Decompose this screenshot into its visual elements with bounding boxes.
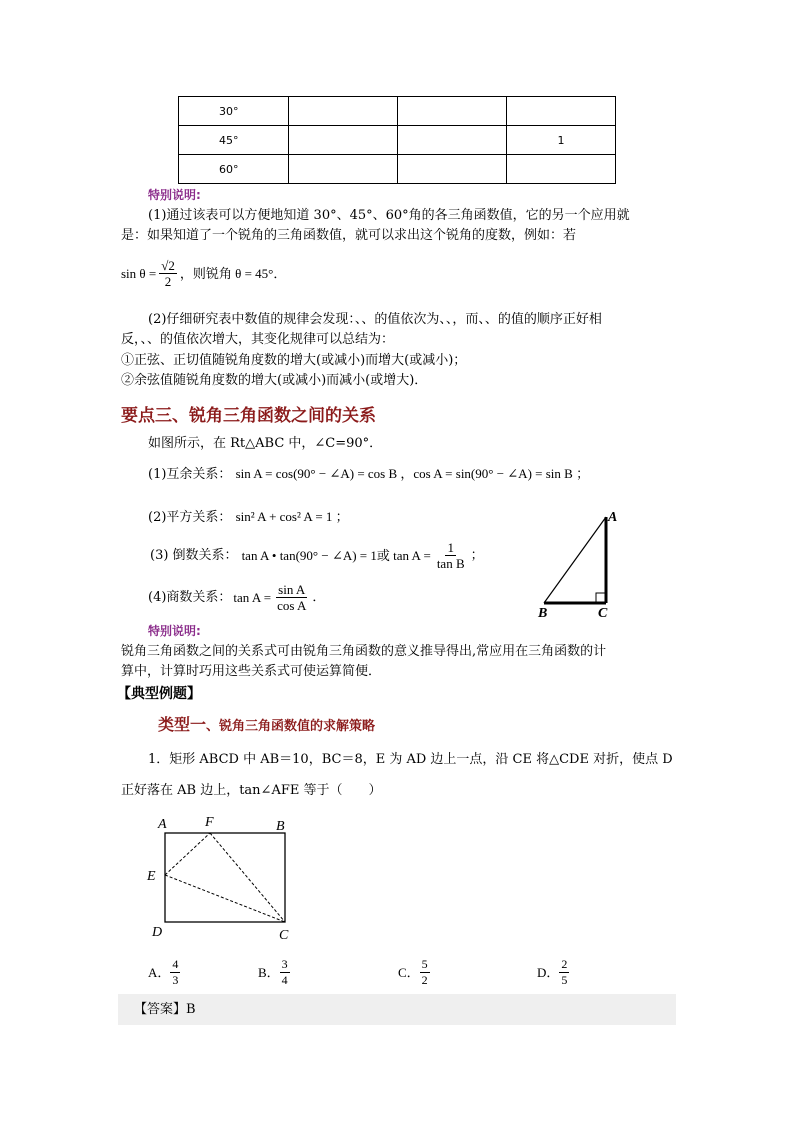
value-cell bbox=[289, 155, 398, 184]
fraction-numerator: √2 bbox=[161, 258, 175, 273]
vertex-label-a: A bbox=[608, 510, 618, 525]
option-d[interactable] bbox=[537, 957, 569, 988]
fraction-numerator: sin A bbox=[278, 582, 306, 597]
table-row bbox=[179, 155, 616, 184]
rectangle-abcd bbox=[165, 833, 285, 922]
value-cell bbox=[289, 126, 398, 155]
note-paragraph: 反，、、的值依次增大，其变化规律可以总结为： bbox=[121, 332, 395, 347]
section-intro: 如图所示，在 Rt△ABC 中，∠C=90°． bbox=[148, 436, 383, 451]
relation-formula: tan A • tan(90° − ∠A) = 1或 tan A = bbox=[241, 547, 431, 563]
fraction-numerator: 1 bbox=[447, 540, 454, 555]
answer-text: 【答案】B bbox=[134, 1002, 196, 1017]
fraction-denominator: 3 bbox=[172, 973, 179, 987]
relation-formula: tan A = bbox=[233, 589, 272, 605]
fraction-denominator: 2 bbox=[421, 973, 428, 987]
angle-cell: 45° bbox=[179, 126, 289, 155]
fraction bbox=[170, 957, 180, 988]
relation-label: (2)平方关系： bbox=[148, 510, 232, 525]
point-label-a: A bbox=[158, 817, 167, 832]
relation-label: (4)商数关系： bbox=[148, 589, 232, 605]
table-row bbox=[179, 126, 616, 155]
question-text: 1．矩形 ABCD 中 AB＝10，BC＝8，E 为 AD 边上一点，沿 CE 将△CDE 对折，使点 D bbox=[148, 752, 673, 767]
fraction-denominator: cos A bbox=[277, 598, 307, 613]
option-letter: B． bbox=[258, 964, 280, 980]
right-triangle-figure bbox=[530, 505, 620, 620]
value-cell bbox=[398, 97, 507, 126]
fraction bbox=[159, 258, 177, 289]
note-paragraph: (1)通过该表可以方便地知道 30°、45°、60°角的各三角函数值，它的另一个应用就 bbox=[148, 208, 630, 223]
fraction-numerator: 5 bbox=[421, 957, 428, 971]
vertex-label-c: C bbox=[598, 606, 608, 620]
formula-end: ； bbox=[470, 547, 484, 563]
relation-line bbox=[148, 466, 589, 483]
note-paragraph: 锐角三角函数之间的关系式可由锐角三角函数的意义推导得出,常应用在三角函数的计 bbox=[121, 644, 607, 659]
option-a[interactable] bbox=[148, 957, 180, 988]
value-cell bbox=[507, 155, 616, 184]
question-text: 正好落在 AB 边上，tan∠AFE 等于（ ） bbox=[121, 783, 382, 798]
value-cell: 1 bbox=[507, 126, 616, 155]
relation-formula: sin A = cos(90° − ∠A) = cos B ，cos A = sin(90° − ∠A) = sin B ； bbox=[235, 466, 590, 481]
rectangle-fold-figure bbox=[140, 810, 310, 945]
note-paragraph: 是：如果知道了一个锐角的三角函数值，就可以求出这个锐角的度数，例如：若 bbox=[121, 228, 577, 243]
fraction bbox=[420, 957, 430, 988]
vertex-label-b: B bbox=[538, 606, 548, 620]
option-b[interactable] bbox=[258, 957, 290, 988]
side-ab bbox=[544, 517, 606, 603]
segment-ef bbox=[165, 833, 210, 875]
fraction-denominator: 2 bbox=[164, 274, 172, 289]
value-cell bbox=[398, 155, 507, 184]
table-row bbox=[179, 97, 616, 126]
value-cell bbox=[289, 97, 398, 126]
formula-text: sin θ = bbox=[121, 265, 157, 281]
relation-line bbox=[148, 509, 349, 526]
trig-value-table bbox=[178, 96, 616, 184]
point-label-b: B bbox=[276, 819, 285, 834]
fraction-numerator: 4 bbox=[172, 957, 179, 971]
point-label-f: F bbox=[205, 815, 214, 830]
special-note-label: 特别说明: bbox=[148, 188, 201, 202]
fraction-numerator: 2 bbox=[561, 957, 568, 971]
relation-label: (1)互余关系： bbox=[148, 467, 232, 482]
formula-text: ，则锐角 θ = 45°． bbox=[179, 265, 287, 281]
value-cell bbox=[507, 97, 616, 126]
fraction bbox=[275, 582, 308, 613]
fraction bbox=[435, 540, 467, 571]
note-paragraph: (2)仔细研究表中数值的规律会发现：、、的值依次为、、，而、、的值的顺序正好相 bbox=[148, 312, 602, 327]
angle-cell: 60° bbox=[179, 155, 289, 184]
note-paragraph: 算中，计算时巧用这些关系式可使运算简便． bbox=[121, 664, 382, 679]
relation-line bbox=[150, 540, 484, 571]
fraction-denominator: tan B bbox=[436, 556, 465, 571]
segment-fc bbox=[210, 833, 285, 922]
value-cell bbox=[398, 126, 507, 155]
answer-bar bbox=[118, 994, 676, 1025]
option-letter: A． bbox=[148, 964, 171, 980]
typical-examples-title: 【典型例题】 bbox=[117, 686, 201, 702]
relation-formula: sin² A + cos² A = 1 ； bbox=[235, 509, 349, 524]
angle-cell: 30° bbox=[179, 97, 289, 126]
type-number: 类型一 bbox=[158, 715, 207, 734]
option-letter: C． bbox=[398, 964, 420, 980]
option-c[interactable] bbox=[398, 957, 430, 988]
rule-item: ①正弦、正切值随锐角度数的增大(或减小)而增大(或减小)； bbox=[121, 353, 467, 368]
fraction bbox=[559, 957, 569, 988]
type-heading bbox=[158, 712, 375, 735]
point-label-d: D bbox=[152, 925, 163, 940]
section-heading: 要点三、锐角三角函数之间的关系 bbox=[121, 406, 376, 426]
fraction bbox=[280, 957, 290, 988]
example-formula bbox=[121, 258, 286, 289]
segment-ec bbox=[165, 875, 285, 922]
option-letter: D． bbox=[537, 964, 560, 980]
type-description: 、锐角三角函数值的求解策略 bbox=[206, 719, 376, 734]
fraction-numerator: 3 bbox=[281, 957, 288, 971]
fraction-denominator: 4 bbox=[281, 973, 288, 987]
rule-item: ②余弦值随锐角度数的增大(或减小)而减小(或增大)． bbox=[121, 373, 428, 388]
point-label-c: C bbox=[279, 928, 289, 943]
fraction-denominator: 5 bbox=[561, 973, 568, 987]
relation-label: (3) 倒数关系： bbox=[150, 547, 238, 563]
special-note-label: 特别说明: bbox=[148, 624, 201, 638]
formula-end: ． bbox=[312, 589, 326, 605]
point-label-e: E bbox=[147, 869, 156, 884]
relation-line bbox=[148, 582, 325, 613]
